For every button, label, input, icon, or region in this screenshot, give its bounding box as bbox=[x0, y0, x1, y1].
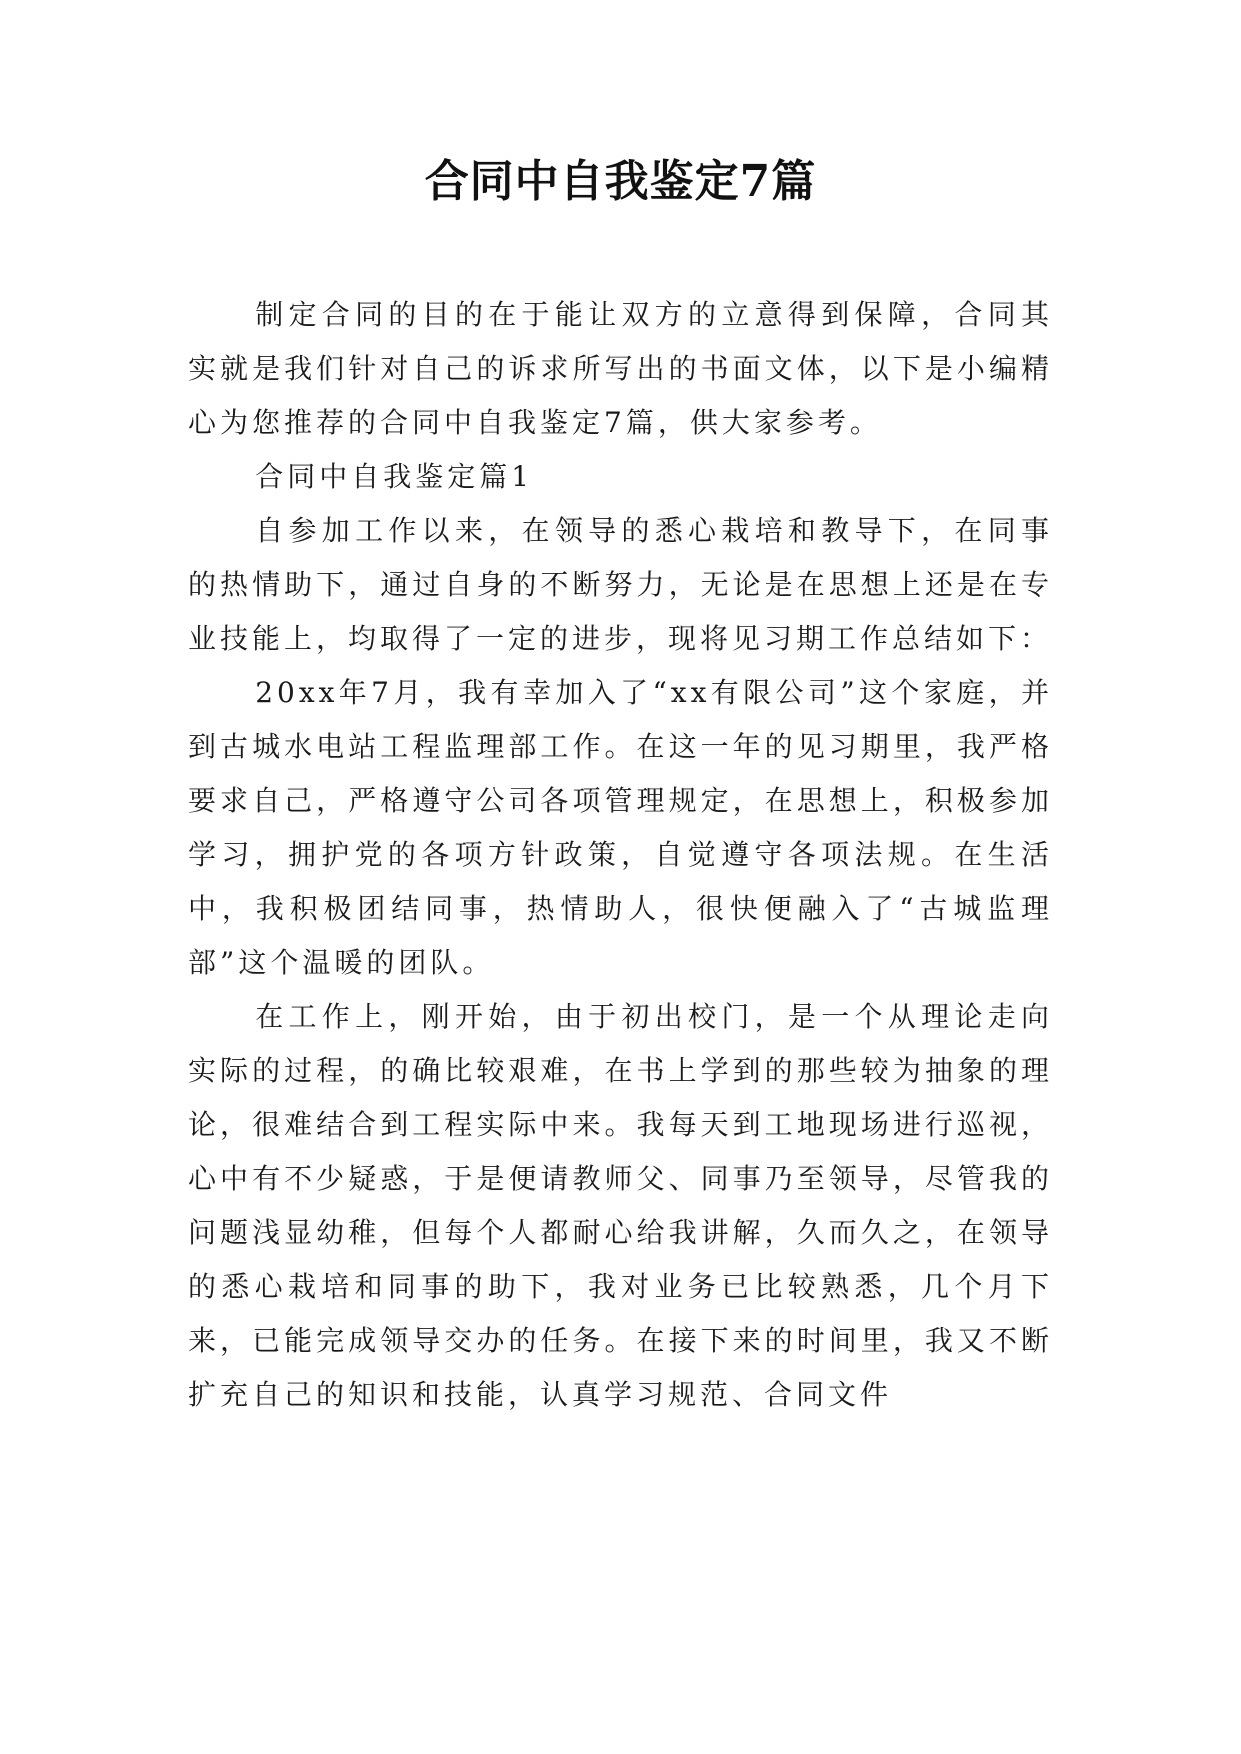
body-paragraph: 20xx年7月，我有幸加入了“xx有限公司”这个家庭，并到古城水电站工程监理部工作。在这一年的见习期里，我严格要求自己，严格遵守公司各项管理规定，在思想上，积极参加学习，拥护党的各项方针政策，自觉遵守各项法规。在生活中，我积极团结同事，热情助人，很快便融入了“古城监理部”这个温暖的团队。 bbox=[188, 676, 1053, 979]
document-body bbox=[188, 288, 1053, 1422]
document-title: 合同中自我鉴定7篇 bbox=[424, 156, 817, 207]
body-paragraph: 在工作上，刚开始，由于初出校门，是一个从理论走向实际的过程，的确比较艰难，在书上学到的那些较为抽象的理论，很难结合到工程实际中来。我每天到工地现场进行巡视，心中有不少疑惑，于是便请教师父、同事乃至领导，尽管我的问题浅显幼稚，但每个人都耐心给我讲解，久而久之，在领导的悉心栽培和同事的助下，我对业务已比较熟悉，几个月下来，已能完成领导交办的任务。在接下来的时间里，我又不断扩充自己的知识和技能，认真学习规范、合同文件 bbox=[188, 1000, 1053, 1411]
intro-paragraph: 制定合同的目的在于能让双方的立意得到保障，合同其实就是我们针对自己的诉求所写出的书面文体，以下是小编精心为您推荐的合同中自我鉴定7篇，供大家参考。 bbox=[188, 298, 1053, 439]
body-paragraph: 自参加工作以来，在领导的悉心栽培和教导下，在同事的热情助下，通过自身的不断努力，无论是在思想上还是在专业技能上，均取得了一定的进步，现将见习期工作总结如下： bbox=[188, 514, 1053, 655]
section-heading: 合同中自我鉴定篇1 bbox=[255, 460, 534, 493]
